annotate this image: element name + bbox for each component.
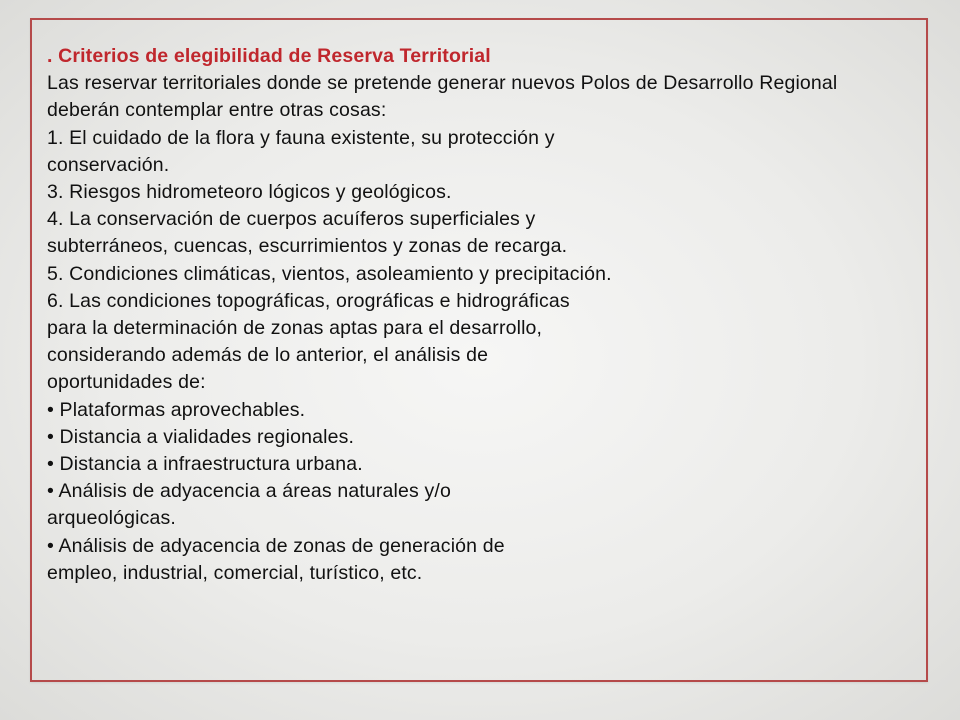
text-line-item-3: 3. Riesgos hidrometeoro lógicos y geológicos. [47,181,452,204]
bullet-vialidades: • Distancia a vialidades regionales. [47,425,355,448]
slide-content [47,43,922,587]
bullet-zonas-empleo-b: empleo, industrial, comercial, turístico, etc. [47,561,423,584]
text-line-item-4b: subterráneos, cuencas, escurrimientos y zonas de recarga. [47,235,568,258]
slide-title: . Criterios de elegibilidad de Reserva Territorial [47,45,491,67]
text-line-item-4a: 4. La conservación de cuerpos acuíferos superficiales y [47,208,536,231]
bullet-zonas-empleo-a: • Análisis de adyacencia de zonas de generación de [47,534,505,557]
text-line-intro-2: deberán contemplar entre otras cosas: [47,99,387,122]
text-line-item-1b: conservación. [47,153,170,176]
bullet-areas-naturales-b: arqueológicas. [47,507,176,530]
bullet-plataformas: • Plataformas aprovechables. [47,398,306,421]
bullet-areas-naturales-a: • Análisis de adyacencia a áreas naturales y/o [47,480,451,503]
text-line-item-6b: para la determinación de zonas aptas para el desarrollo, [47,317,543,340]
text-line-item-6a: 6. Las condiciones topográficas, orográficas e hidrográficas [47,289,570,312]
text-line-item-6c: considerando además de lo anterior, el análisis de [47,344,489,367]
text-line-item-5: 5. Condiciones climáticas, vientos, asoleamiento y precipitación. [47,262,612,285]
text-line-item-6d: oportunidades de: [47,371,206,394]
bullet-infraestructura: • Distancia a infraestructura urbana. [47,453,363,476]
text-line-intro-1: Las reservar territoriales donde se pretende generar nuevos Polos de Desarrollo Regional [47,72,838,95]
text-line-item-1a: 1. El cuidado de la flora y fauna existente, su protección y [47,126,555,149]
